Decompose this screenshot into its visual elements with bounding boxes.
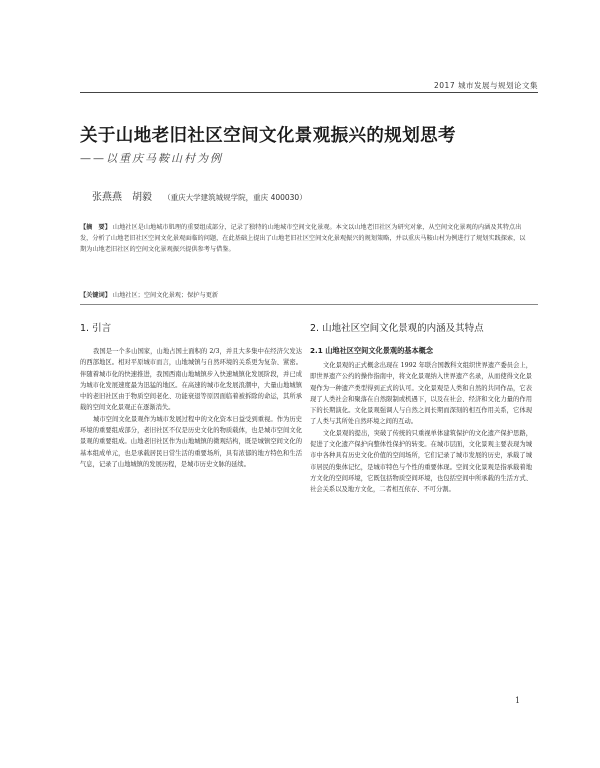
author-line — [92, 188, 307, 203]
abstract-divider — [80, 304, 538, 305]
affiliation: （重庆大学建筑城规学院，重庆 400030） — [163, 193, 307, 202]
abstract-label: 【摘 要】 — [80, 224, 111, 231]
authors: 张燕燕 胡毅 — [92, 192, 152, 203]
header-rule — [80, 92, 538, 93]
subsection-heading: 2.1 山地社区空间文化景观的基本概念 — [310, 346, 434, 355]
left-column — [80, 320, 302, 470]
body-paragraph: 文化景观的正式概念出现在 1992 年联合国教科文组织世界遗产委员会上，即世界遗产公约的操作指南中，将文化景观纳入世界遗产名录，从而使得文化景观作为一种遗产类型得到正式的认可。文化景观是人类和自然的共同作品，它表现了人类社会和聚落在自然限制或机遇下，以及在社会、经济和文化力量的作用下的长期演化。文化景观强调人与自然之间长期而深刻的相互作用关系，它体现了人类与其所处自然环境之间的互动。 — [310, 362, 532, 426]
body-paragraph: 文化景观的提出，突破了传统的只重视单体建筑保护的文化遗产保护思路，促进了文化遗产保护向整体性保护的转变。在城市层面，文化景观主要表现为城市中各种具有历史文化价值的空间场所，它们记录了城市发展的历史，承载了城市居民的集体记忆，是城市特色与个性的重要体现。空间文化景观是指承载着地方文化的空间环境，它既包括物质空间环境，也包括空间中所承载的生活方式、社会关系以及地方文化，二者相互依存、不可分割。 — [310, 429, 532, 494]
right-column — [310, 320, 532, 496]
keywords-text: 山地社区；空间文化景观；保护与更新 — [112, 292, 219, 299]
keywords — [80, 290, 530, 301]
running-head: 2017 城市发展与规划论文集 — [434, 81, 538, 90]
body-paragraph: 城市空间文化景观作为城市发展过程中的文化资本日益受到重视。作为历史环境的重要组成部分，老旧社区不仅是历史文化的物质载体，也是城市空间文化景观的重要组成。山地老旧社区作为山地城镇的微观结构，既是城镇空间文化的基本组成单元，也是承载居民日常生活的重要场所，具有浓郁的地方特色和生活气息，记录了山地城镇的发展历程，是城市历史文脉的延续。 — [80, 415, 302, 468]
section-heading: 1. 引言 — [80, 323, 112, 334]
paper-subtitle: ——以重庆马鞍山村为例 — [80, 152, 223, 165]
page-number: 1 — [515, 696, 521, 705]
abstract-text: 山地社区是山地城市肌理的重要组成部分，记录了独特的山地城市空间文化景观。本文以山地老旧社区为研究对象，从空间文化景观的内涵及其特点出发，分析了山地老旧社区空间文化景观面临的问题，在此基础上提出了山地老旧社区空间文化景观振兴的规划策略，并以重庆马鞍山村为例进行了规划实践探索，以期为山地老旧社区的空间文化景观振兴提供参考与借鉴。 — [80, 224, 526, 253]
keywords-label: 【关键词】 — [80, 292, 111, 299]
abstract — [80, 222, 530, 255]
section-heading: 2. 山地社区空间文化景观的内涵及其特点 — [310, 323, 484, 334]
body-paragraph: 我国是一个多山国家，山地占国土面积的 2/3，并且大多集中在经济欠发达的西部地区。相对平原城市而言，山地城镇与自然环境的关系更为复杂、紧密。伴随着城市化的快速推进，我国西南山地城镇步入快速城镇化发展阶段，并已成为城市化发展速度最为迅猛的地区。在高速的城市化发展浪潮中，大量山地城镇中的老旧社区由于物质空间老化、功能衰退等原因面临着被拆除的命运，其所承载的空间文化景观正在逐渐消失。 — [80, 348, 302, 412]
paper-title: 关于山地老旧社区空间文化景观振兴的规划思考 — [80, 126, 456, 146]
